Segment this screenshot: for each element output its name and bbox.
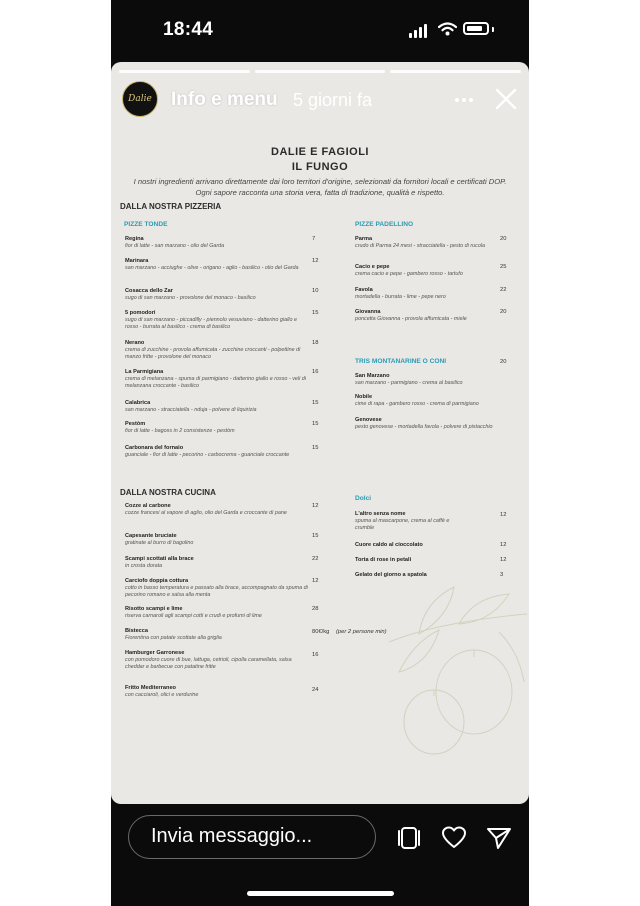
menu-item: San Marzano san marzano - parmigiano - crema al basilico xyxy=(355,373,463,386)
item-price: 12 xyxy=(500,512,507,518)
section-pizzeria: DALLA NOSTRA PIZZERIA xyxy=(120,202,222,211)
item-price: 22 xyxy=(312,556,319,562)
item-price: 12 xyxy=(500,542,507,548)
menu-item: Parma crudo di Parma 24 mesi - stracciatella - pesto di rucola xyxy=(355,236,486,249)
menu-item: Carciofo doppia cottura cotto in basso temperatura e passato alla brace, accompagnato da spuma di pecorino romano e salsa alla menta xyxy=(125,578,308,598)
item-price: 20 xyxy=(500,236,507,242)
item-price: 20 xyxy=(500,359,507,365)
menu-item: Genovese pesto genovese - mortadella favola - polvere di pistacchio xyxy=(355,417,493,430)
status-time: 18:44 xyxy=(163,19,214,40)
menu-item: Cosacca dello Zar sugo di san marzano - provolone del monaco - basilico xyxy=(125,288,256,301)
menu-item: L'altro senza nome spuma al mascarpone, crema al caffè e crumble xyxy=(355,511,450,531)
menu-item: Capesante bruciate gratinate al burro di bagolino xyxy=(125,533,194,546)
menu-subtitle: IL FUNGO xyxy=(291,161,349,173)
menu-item: Hamburger Garronese con pomodoro cuore di bue, lattuga, cetrioli, cipolla caramellata, salsa cheddar e barbecue con patatine fritte xyxy=(125,650,292,670)
more-options-icon[interactable] xyxy=(455,98,473,102)
heart-icon[interactable] xyxy=(441,826,467,850)
item-price: 25 xyxy=(500,264,507,270)
menu-intro: I nostri ingredienti arrivano direttamente dai loro territori d'origine, selezionati da fornitori locali e certificati DOP. Ogni sapore racconta una storia vera, fatta di tradizione, qualità e rispetto. xyxy=(133,177,507,197)
close-icon[interactable] xyxy=(495,88,517,110)
message-input[interactable]: Invia messaggio... xyxy=(128,815,376,859)
account-name[interactable]: Info e menu xyxy=(171,89,278,110)
menu-image xyxy=(111,132,529,804)
subsection-tris: TRIS MONTANARINE O CONI xyxy=(355,358,447,365)
menu-item: Fritto Mediterraneo con cacciaroli, olici e verdurine xyxy=(125,685,199,698)
item-price: 24 xyxy=(312,687,319,693)
menu-item: Calabrica san marzano - stracciatella - nduja - polvere di liquirizia xyxy=(125,400,257,413)
item-note: (per 2 persone min) xyxy=(336,629,387,635)
menu-item: Bistecca Fiorentina con patate scottate alla griglia xyxy=(125,628,222,641)
menu-item: Risotto scampi e lime riserva carnaroli agli scampi cotti e crudi e profumi di lime xyxy=(125,606,262,619)
item-price: 12 xyxy=(500,557,507,563)
repost-icon[interactable] xyxy=(398,826,424,850)
item-price: 20 xyxy=(500,309,507,315)
item-price: 15 xyxy=(312,400,319,406)
item-price: 12 xyxy=(312,503,319,509)
send-icon[interactable] xyxy=(486,826,512,850)
home-indicator[interactable] xyxy=(247,891,394,896)
subsection-pizze-tonde: PIZZE TONDE xyxy=(124,221,168,228)
item-price: 80€/kg xyxy=(312,629,330,635)
item-price: 7 xyxy=(312,236,316,242)
progress-segment xyxy=(390,70,521,73)
item-price: 10 xyxy=(312,288,319,294)
phone-screen xyxy=(111,0,529,906)
battery-icon xyxy=(463,22,489,35)
menu-item: Giovanna poncetta Giovanna - provola affumicata - miele xyxy=(355,309,467,322)
account-avatar[interactable]: Dalie xyxy=(122,81,158,117)
menu-item: Nerano crema di zucchine - provola affumicata - zucchine croccanti - polpettine di manzo fritte - provolone del monaco xyxy=(125,340,301,360)
battery-tip xyxy=(492,27,494,32)
menu-title: DALIE E FAGIOLI xyxy=(271,146,369,158)
item-price: 15 xyxy=(312,533,319,539)
cellular-signal-icon xyxy=(409,24,427,38)
menu-item: Cozze al carbone cozze francesi al vapore di aglio, olio del Garda e croccante di pane xyxy=(125,503,287,516)
item-price: 12 xyxy=(312,258,319,264)
menu-item: 5 pomodori sugo di san marzano - piccadilly - piennolo vesuviano - datterino giallo e rosso - burrata al basilico - crema di basilico xyxy=(125,310,297,330)
menu-item: Gelato del giorno a spatola xyxy=(355,572,427,578)
item-price: 28 xyxy=(312,606,319,612)
lemon-branch-illustration xyxy=(379,582,529,782)
item-price: 15 xyxy=(312,310,319,316)
item-price: 18 xyxy=(312,340,319,346)
story-progress xyxy=(119,70,521,73)
wifi-icon xyxy=(438,22,457,36)
story-viewer[interactable] xyxy=(111,62,529,804)
menu-item: Pestòm fior di latte - bagoss in 2 consistenze - pestòm xyxy=(125,421,235,434)
menu-item: Marinara san marzano - acciughe - olive - origano - aglio - basilico - olio del Garda xyxy=(125,258,299,271)
section-cucina: DALLA NOSTRA CUCINA xyxy=(120,488,216,497)
menu-item: Scampi scottati alla brace in crosta dorata xyxy=(125,556,194,569)
item-price: 16 xyxy=(312,369,319,375)
item-price: 15 xyxy=(312,421,319,427)
menu-item: Favola mortadella - burrata - lime - pepe nero xyxy=(355,287,446,300)
menu-item: Regina fior di latte - san marzano - olio del Garda xyxy=(125,236,225,249)
item-price: 3 xyxy=(500,572,504,578)
status-bar xyxy=(111,0,529,62)
story-time-ago: 5 giorni fa xyxy=(293,90,373,110)
subsection-pizze-padellino: PIZZE PADELLINO xyxy=(355,221,414,228)
menu-item: La Parmigiana crema di melanzana - spuma di parmigiano - datterino giallo e rosso - veli di melanzana croccante - basilico xyxy=(125,369,306,389)
item-price: 15 xyxy=(312,445,319,451)
progress-segment xyxy=(255,70,386,73)
menu-item: Carbonara del fornaio guanciale - fior di latte - pecorino - carbocrema - guanciale croccante xyxy=(125,445,290,458)
item-price: 16 xyxy=(312,652,319,658)
subsection-dolci: Dolci xyxy=(355,495,372,502)
item-price: 12 xyxy=(312,578,319,584)
menu-item: Nobile cime di rapa - gambero rosso - crema di parmigiano xyxy=(355,394,479,407)
menu-item: Torta di rose in petali xyxy=(355,557,412,563)
item-price: 22 xyxy=(500,287,507,293)
menu-item: Cuore caldo al cioccolato xyxy=(355,542,423,548)
battery-level xyxy=(467,26,482,31)
menu-item: Cacio e pepe crema cacio e pepe - gambero rosso - tartufo xyxy=(355,264,463,277)
progress-segment xyxy=(119,70,250,73)
